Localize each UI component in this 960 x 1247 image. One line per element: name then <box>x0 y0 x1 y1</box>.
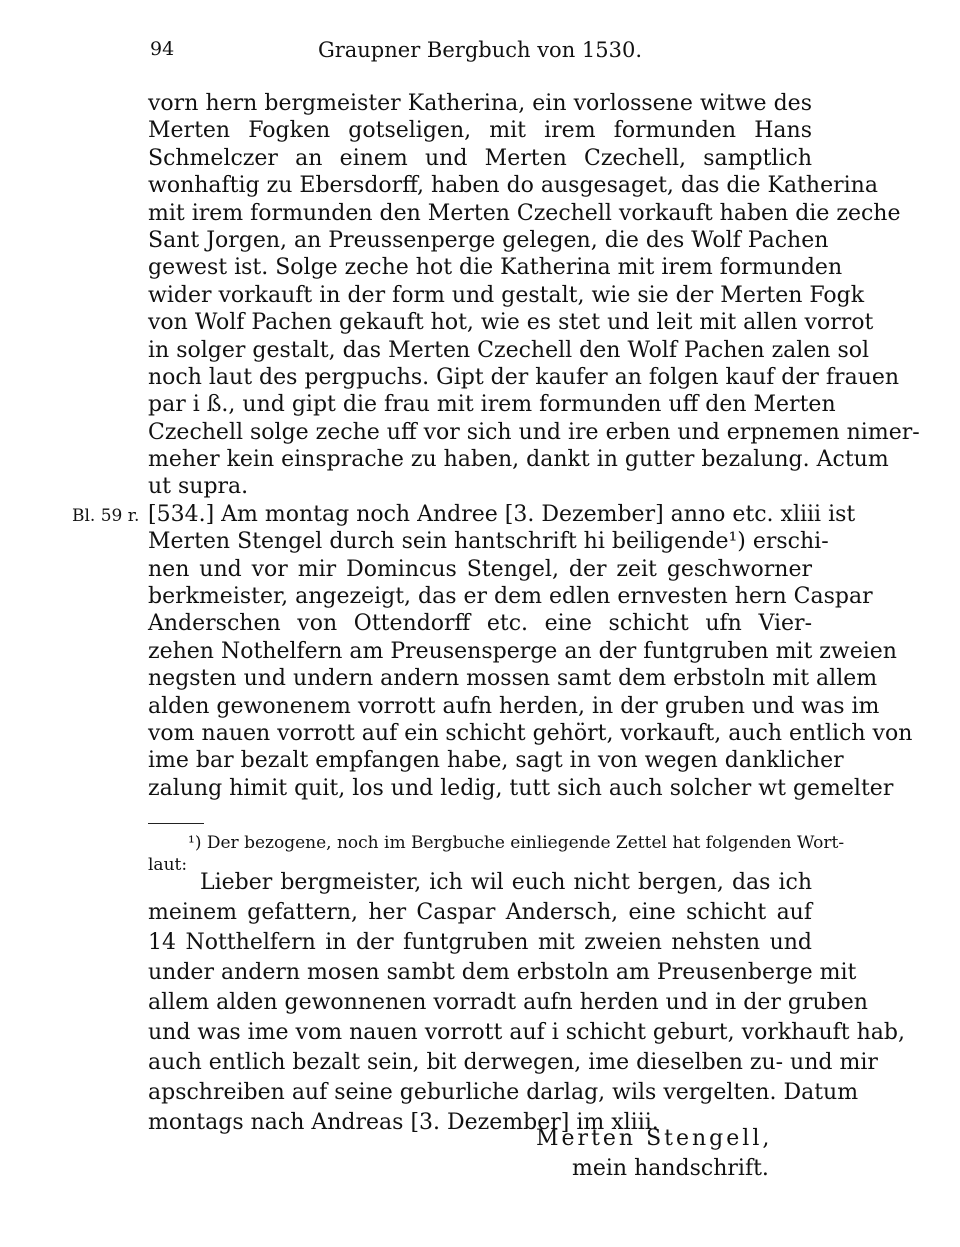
footnote-letter <box>148 868 905 1138</box>
entry-534-first-line: [534.] Am montag noch Andree [3. Dezember] anno etc. xliii ist <box>148 501 856 527</box>
signature-note: mein handschrift. <box>572 1156 769 1181</box>
text-line: ut supra. <box>148 474 249 500</box>
text-line: Anderschen von Ottendorff etc. eine schicht ufn Vier- <box>148 611 812 637</box>
text-line: wonhaftig zu Ebersdorff, haben do ausgesaget, das die Katherina <box>148 173 878 199</box>
letter-line: auch entlich bezalt sein, bit derwegen, ime dieselben zu- und mir <box>148 1050 878 1075</box>
text-line: ime bar bezalt empfangen habe, sagt in von wegen danklicher <box>148 748 844 774</box>
signature <box>530 1124 820 1184</box>
main-text <box>72 90 920 802</box>
text-line: mit irem formunden den Merten Czechell vorkauft haben die zeche <box>148 200 901 226</box>
text-line-entry-534 <box>72 501 856 528</box>
text-line: Sant Jorgen, an Preussenperge gelegen, die des Wolf Pachen <box>148 227 829 253</box>
letter-line: apschreiben auf seine geburliche darlag, wils vergelten. Datum <box>148 1080 859 1105</box>
text-line: zehen Nothelfern am Preusensperge an der funtgruben mit zweien <box>148 638 897 664</box>
text-line: meher kein einsprache zu haben, dankt in gutter bezalung. Actum <box>148 447 889 473</box>
text-line: in solger gestalt, das Merten Czechell den Wolf Pachen zalen sol <box>148 337 870 363</box>
text-line: von Wolf Pachen gekauft hot, wie es stet und leit mit allen vorrot <box>148 310 874 336</box>
text-line: negsten und undern andern mossen samt dem erbstoln mit allem <box>148 666 878 692</box>
running-head: Graupner Bergbuch von 1530. <box>317 38 643 62</box>
footnote-line: ¹) Der bezogene, noch im Bergbuche einliegende Zettel hat folgenden Wort- <box>188 833 845 853</box>
footnote-rule <box>148 823 204 824</box>
letter-line: allem alden gewonnenen vorradt aufn herden und in der gruben <box>148 990 868 1015</box>
text-line: noch laut des pergpuchs. Gipt der kaufer an folgen kauf der frauen <box>148 364 900 390</box>
letter-line: meinem gefattern, her Caspar Andersch, eine schicht auf <box>148 900 812 925</box>
margin-note: Bl. 59 r. <box>72 505 140 526</box>
page-header <box>150 38 810 78</box>
letter-line: Lieber bergmeister, ich wil euch nicht bergen, das ich <box>200 870 812 895</box>
text-line: zalung himit quit, los und ledig, tutt sich auch solcher wt gemelter <box>148 775 894 801</box>
signature-name: Merten Stengell, <box>536 1126 773 1151</box>
letter-line: 14 Notthelfern in der funtgruben mit zweien nehsten und <box>148 930 812 955</box>
text-line: vorn hern bergmeister Katherina, ein vorlossene witwe des <box>148 91 812 116</box>
text-line: vom nauen vorrott auf ein schicht gehört, vorkauft, auch entlich von <box>148 720 913 746</box>
text-line: alden gewonenem vorrott aufn herden, in der gruben und was im <box>148 693 880 719</box>
page-number: 94 <box>150 38 175 60</box>
text-line: berkmeister, angezeigt, das er dem edlen ernvesten hern Caspar <box>148 584 873 610</box>
letter-line: und was ime vom nauen vorrott auf i schicht geburt, vorkhauft hab, <box>148 1020 905 1045</box>
footnote-line: laut: <box>148 855 188 875</box>
text-line: Czechell solge zeche uff vor sich und ire erben und erpnemen nimer- <box>148 419 920 445</box>
text-line: gewest ist. Solge zeche hot die Katherina mit irem formunden <box>148 255 843 281</box>
text-line: wider vorkauft in der form und gestalt, wie sie der Merten Fogk <box>148 282 865 308</box>
text-line: nen und vor mir Domincus Stengel, der zeit geschworner <box>148 556 812 582</box>
letter-line: montags nach Andreas [3. Dezember] im xliii. <box>148 1110 659 1135</box>
text-line: Merten Stengel durch sein hantschrift hi beiligende¹) erschi- <box>148 529 829 555</box>
text-line: par i ß., und gipt die frau mit irem formunden uff den Merten <box>148 392 836 418</box>
letter-line: under andern mosen sambt dem erbstoln am Preusenberge mit <box>148 960 857 985</box>
text-line: Schmelczer an einem und Merten Czechell, samptlich <box>148 145 812 171</box>
text-line: Merten Fogken gotseligen, mit irem formunden Hans <box>148 118 812 144</box>
